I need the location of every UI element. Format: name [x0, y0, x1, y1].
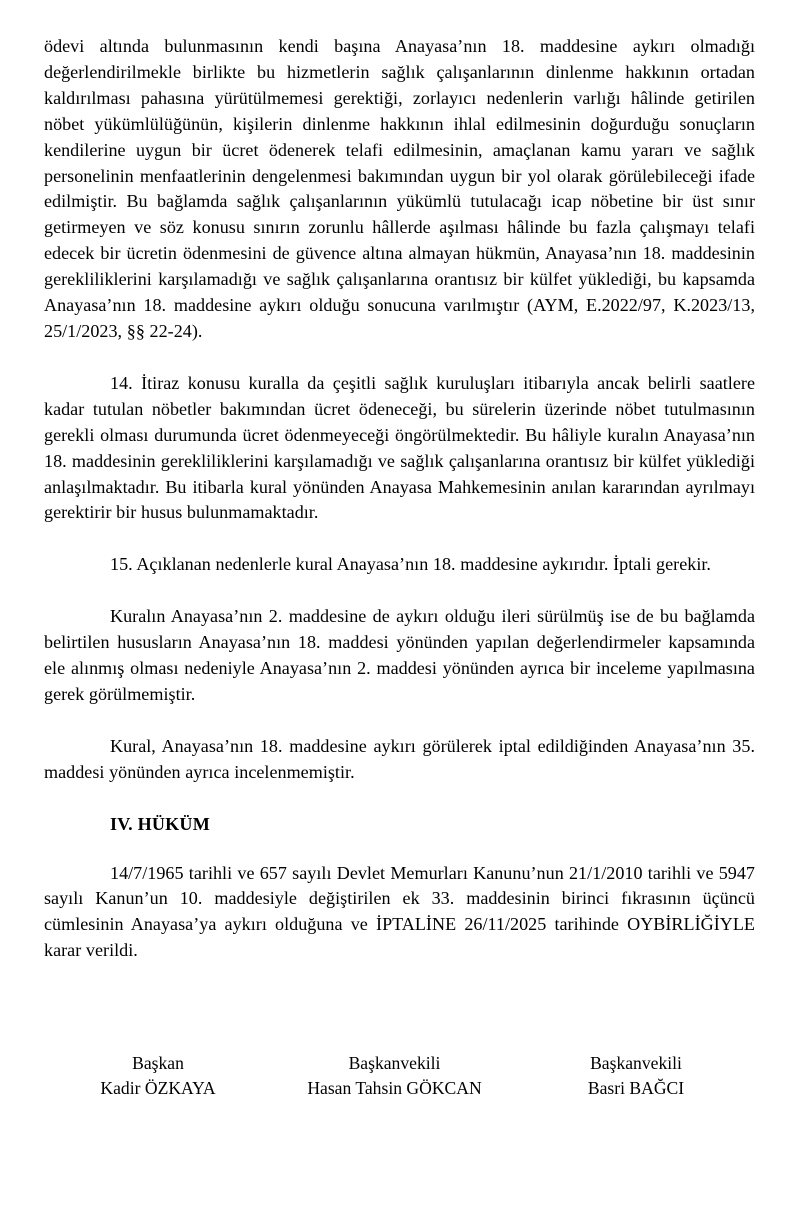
signature-column-baskan — [44, 1051, 272, 1101]
signature-title: Başkanvekili — [348, 1053, 441, 1074]
paragraph-article-35: Kural, Anayasa’nın 18. maddesine aykırı görülerek iptal edildiğinden Anayasa’nın 35. maddesi yönünden ayrıca incelenmemiştir. — [44, 735, 755, 782]
paragraph-judgment: 14/7/1965 tarihli ve 657 sayılı Devlet Memurları Kanunu’nun 21/1/2010 tarihli ve 5947 sayılı Kanun’un 10. maddesiyle değiştirilen ek 33. maddesinin birinci fıkrasının üçüncü cümlesinin Anayasa’ya aykırı olduğuna ve İPTALİNE 26/11/2025 tarihinde OYBİRLİĞİYLE karar verildi. — [44, 862, 755, 961]
paragraph-15: 15. Açıklanan nedenlerle kural Anayasa’nın 18. maddesine aykırıdır. İptali gerekir. — [110, 554, 711, 575]
signature-column-baskanvekili-2 — [517, 1051, 755, 1101]
paragraph-spacer — [44, 786, 755, 812]
section-heading-hukum: IV. HÜKÜM — [110, 813, 210, 834]
paragraph-continued-13: ödevi altında bulunmasının kendi başına Anayasa’nın 18. maddesine aykırı olmadığı değerlendirilmekle birlikte bu hizmetlerin sağlık çalışanlarının dinlenme hakkının ortadan kaldırılması pahasına yürütülmemesi gerektiği, zorlayıcı nedenlerin varlığı hâlinde getirilen nöbet yükümlülüğünün, kişilerin dinlenme hakkının ihlal edilmesinin doğurduğu sonuçların kendilerine uygun bir ücret ödenerek telafi edilmesinin, amaçlanan kamu yararı ve sağlık personelinin menfaatlerinin dengelenmesi bakımından uygun bir yol olarak görülebileceği ifade edilmiştir. Bu bağlamda sağlık çalışanlarının yükümlü tutulacağı icap nöbetine bir üst sınır getirmeyen ve söz konusu sınırın zorunlu hâllerde aşılması hâlinde bu fazla çalışmayı telafi edecek bir ücretin ödenmesini de güvence altına almayan hükmün, Anayasa’nın 18. maddesinin gerekliliklerini karşılamadığı ve sağlık çalışanlarına orantısız bir külfet yüklediği, bu kapsamda Anayasa’nın 18. maddesine aykırı olduğu sonucuna varılmıştır (AYM, E.2022/97, K.2023/13, 25/1/2023, §§ 22-24). — [44, 36, 755, 341]
signature-title: Başkan — [132, 1053, 184, 1074]
heading-spacer — [44, 838, 755, 861]
signature-name: Basri BAĞCI — [587, 1078, 685, 1099]
signature-title: Başkanvekili — [590, 1053, 682, 1074]
signature-name: Hasan Tahsin GÖKCAN — [307, 1078, 482, 1099]
paragraph-spacer — [44, 578, 755, 604]
document-body — [44, 34, 755, 1101]
paragraph-14: 14. İtiraz konusu kuralla da çeşitli sağlık kuruluşları itibarıyla ancak belirli saatlere kadar tutulan nöbetler bakımından ücret ödeneceği, bu sürelerin üzerinde nöbet tutulmasının gerekli olması durumunda ücret ödenmeyeceği öngörülmektedir. Bu hâliyle kuralın Anayasa’nın 18. maddesinin gerekliliklerini karşılamadığı ve sağlık çalışanlarına orantısız bir külfet yüklediği anlaşılmaktadır. Bu itibarla kural yönünden Anayasa Mahkemesinin anılan kararından ayrılmayı gerektirir bir husus bulunmamaktadır. — [44, 372, 755, 523]
paragraph-spacer — [44, 345, 755, 371]
signature-block — [44, 1051, 755, 1101]
signature-name: Kadir ÖZKAYA — [100, 1078, 216, 1099]
signature-column-baskanvekili-1 — [272, 1051, 517, 1101]
paragraph-spacer — [44, 526, 755, 552]
paragraph-article-2: Kuralın Anayasa’nın 2. maddesine de aykırı olduğu ileri sürülmüş ise de bu bağlamda belirtilen hususların Anayasa’nın 18. maddesi yönünden yapılan değerlendirmeler kapsamında ele alınmış olması nedeniyle Anayasa’nın 2. maddesi yönünden ayrıca bir inceleme yapılmasına gerek görülmemiştir. — [44, 606, 755, 704]
paragraph-spacer — [44, 708, 755, 734]
